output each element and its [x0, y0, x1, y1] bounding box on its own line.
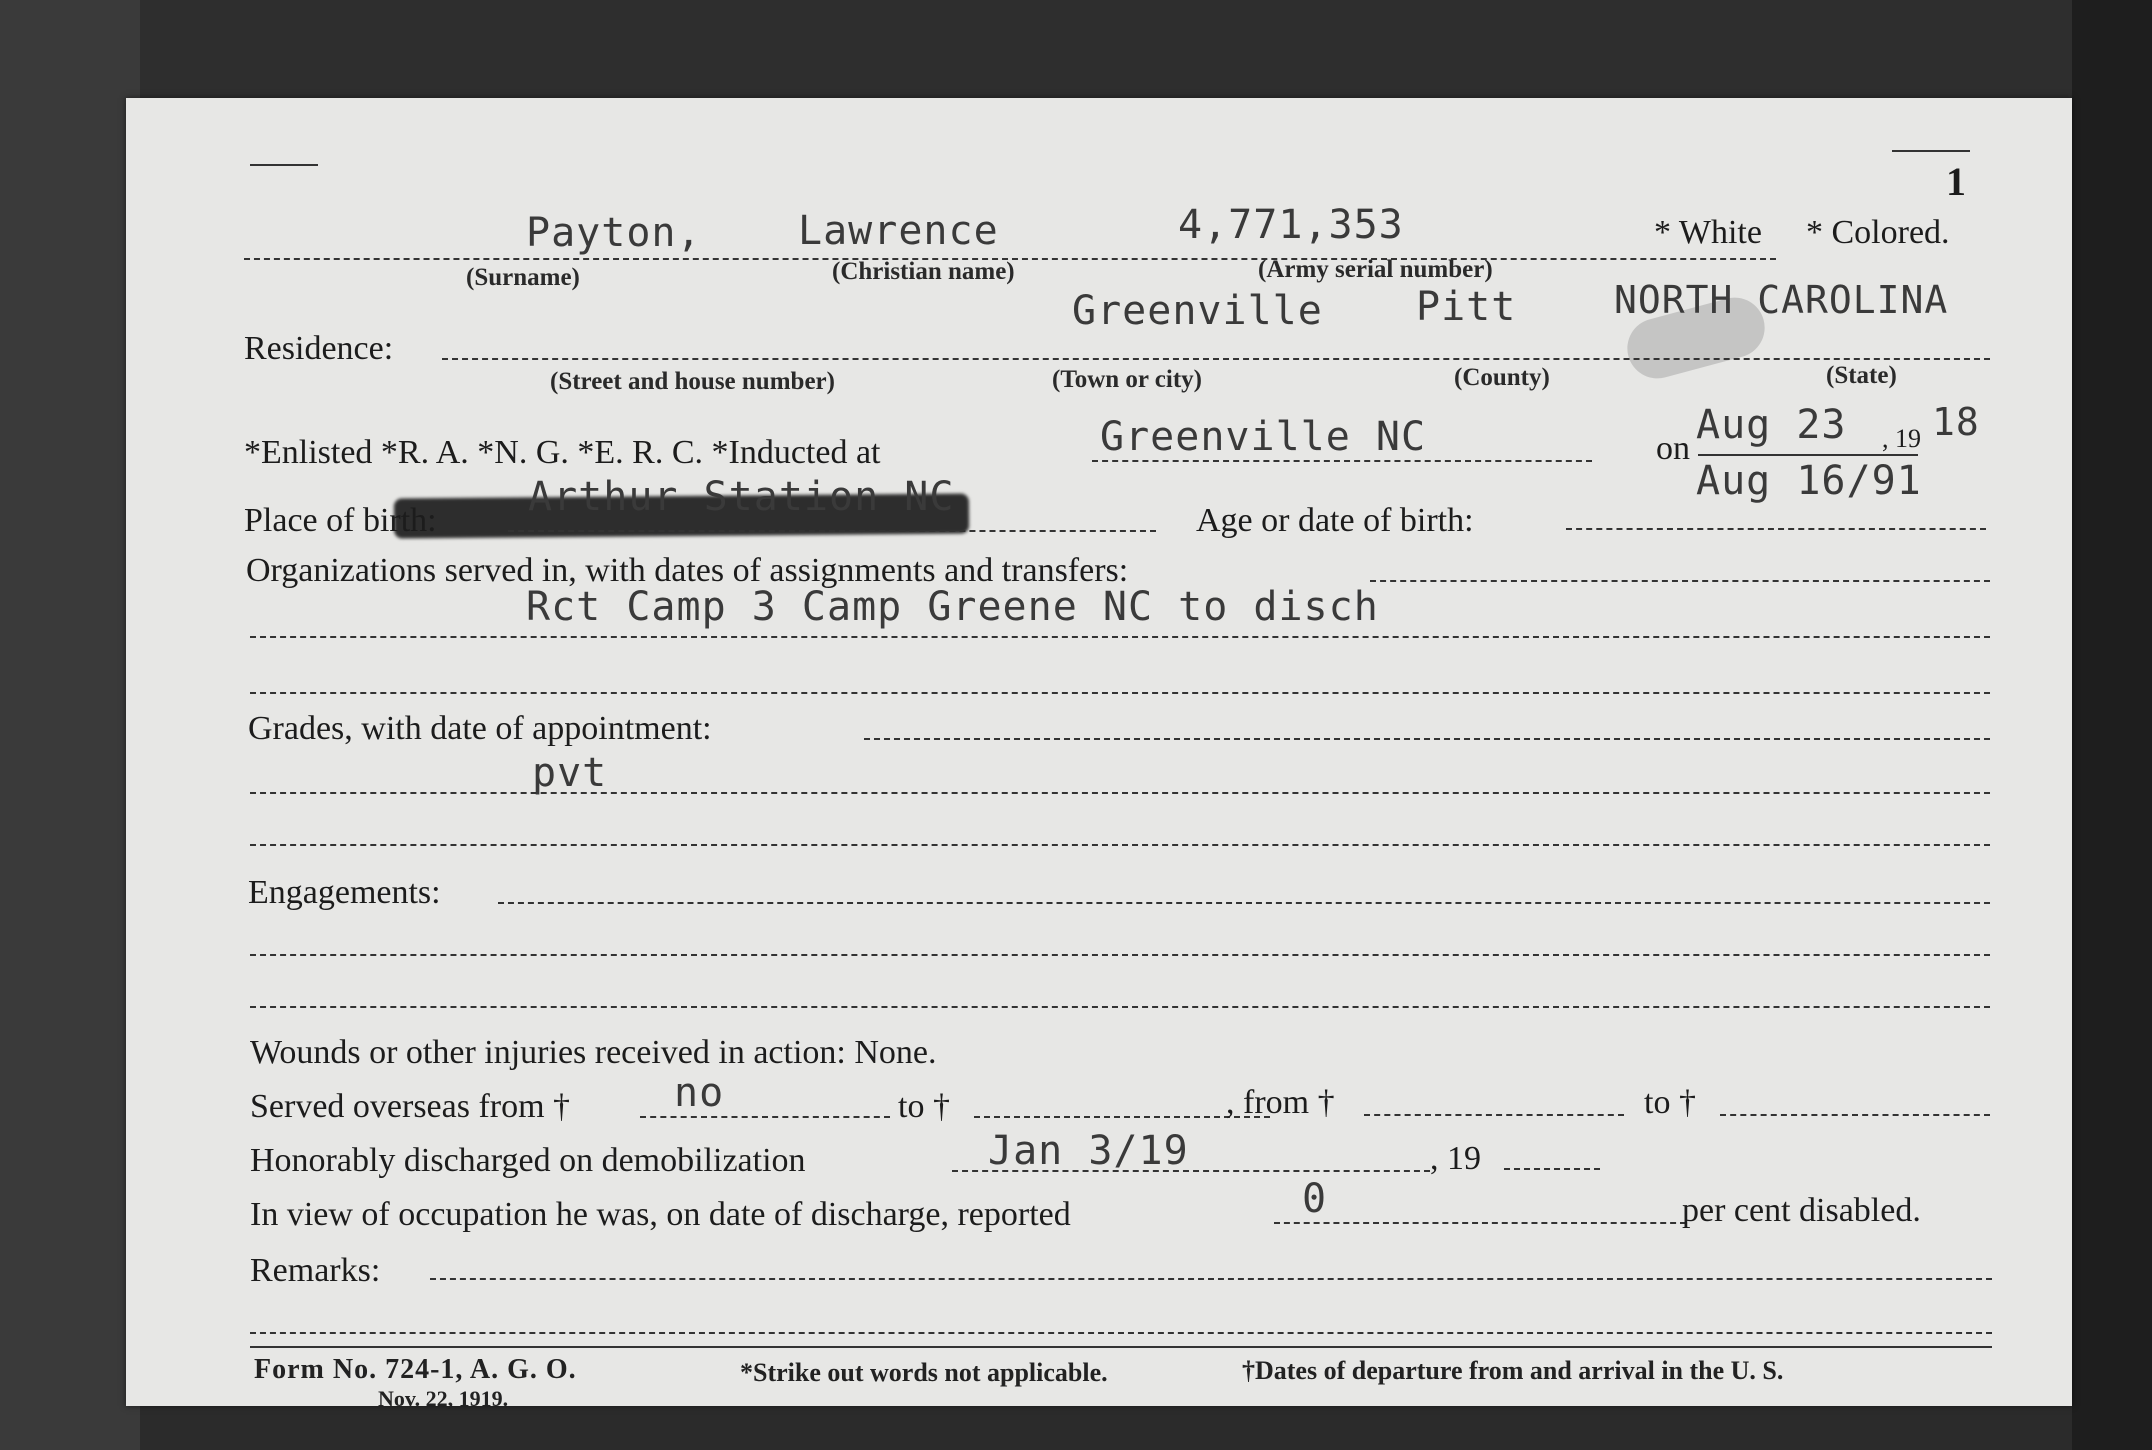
surname-value: Payton, — [526, 210, 702, 256]
induction-date-value: Aug 23 — [1696, 402, 1847, 448]
christian-name-value: Lawrence — [798, 208, 999, 254]
race-white-option: * White — [1654, 214, 1762, 251]
residence-state-value: NORTH CAROLINA — [1614, 278, 1949, 322]
overseas-from-value: no — [674, 1070, 725, 1116]
overseas-from2-label: , from † — [1226, 1084, 1335, 1121]
year-prefix: , 19 — [1882, 424, 1921, 453]
footnote-dates: †Dates of departure from and arrival in the U. S. — [1242, 1356, 1784, 1385]
background-left — [0, 0, 140, 1450]
overseas-from-label: Served overseas from † — [250, 1088, 571, 1125]
county-caption: (County) — [1454, 364, 1550, 391]
disability-suffix: per cent disabled. — [1682, 1192, 1921, 1229]
induction-date-line — [1698, 454, 1918, 456]
birthdate-value: Aug 16/91 — [1696, 458, 1922, 504]
overseas-to-label: to † — [898, 1088, 950, 1125]
birthplace-line — [508, 530, 1156, 532]
overseas-to2-label: to † — [1644, 1084, 1696, 1121]
birthplace-value: Arthur Station NC — [528, 474, 955, 520]
engagements-line-2 — [250, 954, 1990, 956]
residence-label: Residence: — [244, 330, 394, 367]
disability-value: 0 — [1302, 1176, 1328, 1222]
grades-line-3 — [250, 844, 1990, 846]
discharge-label: Honorably discharged on demobilization — [250, 1142, 806, 1179]
discharge-date-value: Jan 3/19 — [988, 1128, 1189, 1174]
footnote-strike-out: *Strike out words not applicable. — [740, 1358, 1108, 1387]
christian-name-caption: (Christian name) — [832, 258, 1015, 285]
surname-caption: (Surname) — [466, 264, 580, 291]
discharge-year-line — [1504, 1168, 1600, 1170]
card-number: 1 — [1946, 159, 1966, 204]
town-caption: (Town or city) — [1052, 366, 1202, 393]
residence-county-value: Pitt — [1416, 284, 1517, 330]
remarks-line-1 — [430, 1278, 1992, 1280]
induction-place-line — [1092, 460, 1592, 462]
organizations-line-1 — [1370, 580, 1990, 582]
background-right — [2072, 0, 2152, 1450]
induction-place-value: Greenville NC — [1100, 414, 1427, 460]
organizations-label: Organizations served in, with dates of assignments and transfers: — [246, 552, 1129, 589]
footer-rule — [250, 1346, 1992, 1348]
top-left-rule — [250, 164, 318, 166]
grades-label: Grades, with date of appointment: — [248, 710, 712, 747]
disability-label: In view of occupation he was, on date of discharge, reported — [250, 1196, 1071, 1233]
residence-town-value: Greenville — [1072, 288, 1323, 334]
enlistment-label: *Enlisted *R. A. *N. G. *E. R. C. *Inducted at — [244, 434, 881, 471]
birthplace-label: Place of birth: — [244, 502, 437, 539]
form-number: Form No. 724-1, A. G. O. — [254, 1354, 577, 1385]
birthdate-line — [1566, 528, 1986, 530]
overseas-from2-line — [1364, 1114, 1624, 1116]
street-caption: (Street and house number) — [550, 368, 835, 395]
organizations-line-3 — [250, 692, 1990, 694]
serial-number-value: 4,771,353 — [1178, 202, 1404, 248]
residence-line — [442, 358, 1990, 360]
race-colored-option: * Colored. — [1806, 214, 1950, 251]
remarks-line-2 — [250, 1332, 1992, 1334]
remarks-label: Remarks: — [250, 1252, 381, 1289]
serial-number-caption: (Army serial number) — [1258, 256, 1493, 283]
organizations-line-2 — [250, 636, 1990, 638]
background-top — [140, 0, 2152, 110]
organizations-value: Rct Camp 3 Camp Greene NC to disch — [526, 584, 1379, 630]
engagements-label: Engagements: — [248, 874, 441, 911]
engagements-line-3 — [250, 1006, 1990, 1008]
wounds-text: Wounds or other injuries received in action: None. — [250, 1034, 937, 1071]
discharge-line — [952, 1170, 1430, 1172]
overseas-from-line — [640, 1116, 890, 1118]
state-caption: (State) — [1826, 362, 1897, 389]
form-date: Nov. 22, 1919. — [378, 1386, 509, 1411]
top-right-rule — [1892, 150, 1970, 152]
induction-year-value: 18 — [1932, 400, 1980, 444]
overseas-to2-line — [1720, 1114, 1990, 1116]
on-label: on — [1656, 430, 1690, 467]
grades-line-1 — [864, 738, 1990, 740]
discharge-year-label: , 19 — [1430, 1140, 1481, 1177]
grades-value: pvt — [532, 750, 608, 796]
service-record-card — [126, 98, 2072, 1411]
disability-line — [1274, 1222, 1686, 1224]
grades-line-2 — [250, 792, 1990, 794]
birthdate-label: Age or date of birth: — [1196, 502, 1474, 539]
engagements-line-1 — [498, 902, 1990, 904]
